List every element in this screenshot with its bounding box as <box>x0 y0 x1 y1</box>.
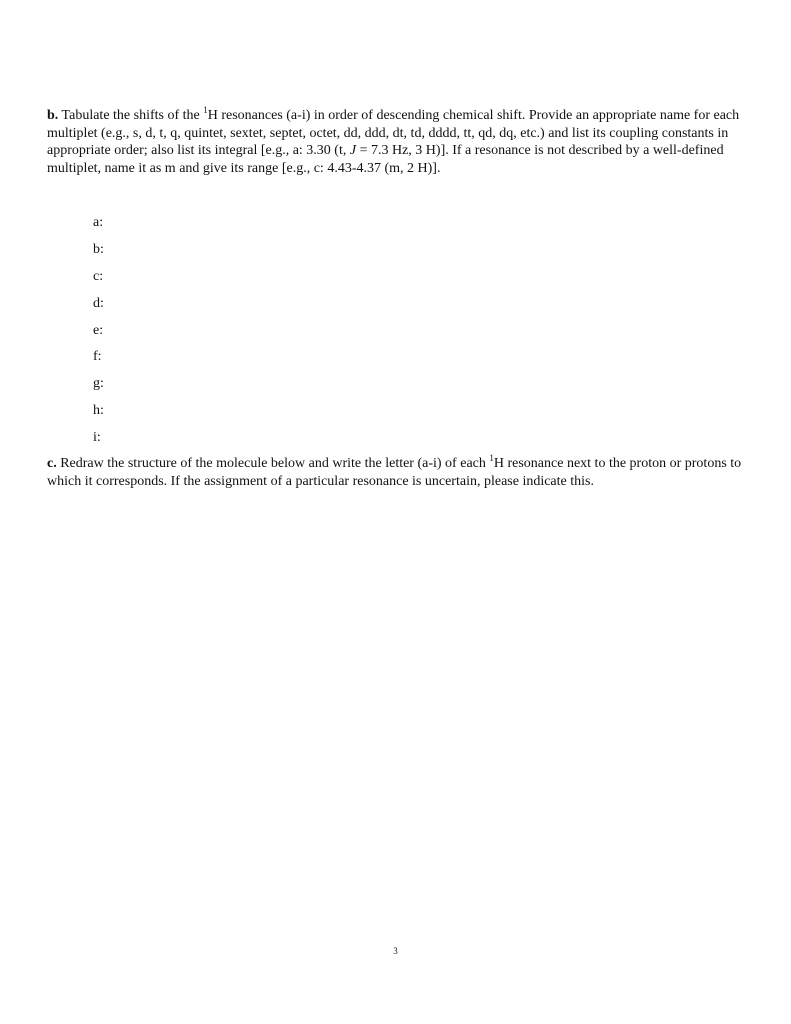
answer-line-c: c: <box>93 268 104 284</box>
answer-line-h: h: <box>93 403 104 419</box>
question-c-text-2: H resonance next to the proton or protons to which it corresponds. If the assignment of a particular resonance is uncertain, please indicate this. <box>47 456 742 489</box>
answer-line-a: a: <box>93 215 104 230</box>
isotope-superscript: 1 <box>203 105 208 115</box>
question-c-label: c. <box>47 456 57 471</box>
answer-line-d: d: <box>93 295 104 311</box>
isotope-superscript: 1 <box>489 453 494 463</box>
answer-line-g: g: <box>93 376 104 392</box>
question-b-text-3: = 7.3 Hz, 3 H)]. If a resonance is not described by a well-defined multiplet, name it as m and give its range [e.g., c: 4.43-4.37 (m, 2 H)]. <box>47 143 724 176</box>
resonance-answer-list <box>93 214 104 456</box>
question-b-label: b. <box>47 108 59 123</box>
page-number: 3 <box>393 946 398 956</box>
question-b-text-2: H resonances (a-i) in order of descending chemical shift. Provide an appropriate name for each multiplet (e.g., s, d, t, q, quintet, sextet, septet, octet, dd, ddd, dt, td, dddd, tt, qd, dq, etc.) and list its coupling constants in appropriate order; also list its integral [e.g., a: 3.30 (t, <box>47 108 740 159</box>
question-c-paragraph <box>47 455 747 490</box>
question-c-text-1: Redraw the structure of the molecule below and write the letter (a-i) of each <box>56 456 490 471</box>
answer-line-b: b: <box>93 241 104 257</box>
answer-line-f: f: <box>93 349 102 365</box>
answer-line-i: i: <box>93 430 101 446</box>
question-b-paragraph <box>47 107 747 177</box>
question-b-text-1: Tabulate the shifts of the <box>58 108 204 123</box>
coupling-constant-symbol: J <box>349 143 357 159</box>
answer-line-e: e: <box>93 322 104 338</box>
